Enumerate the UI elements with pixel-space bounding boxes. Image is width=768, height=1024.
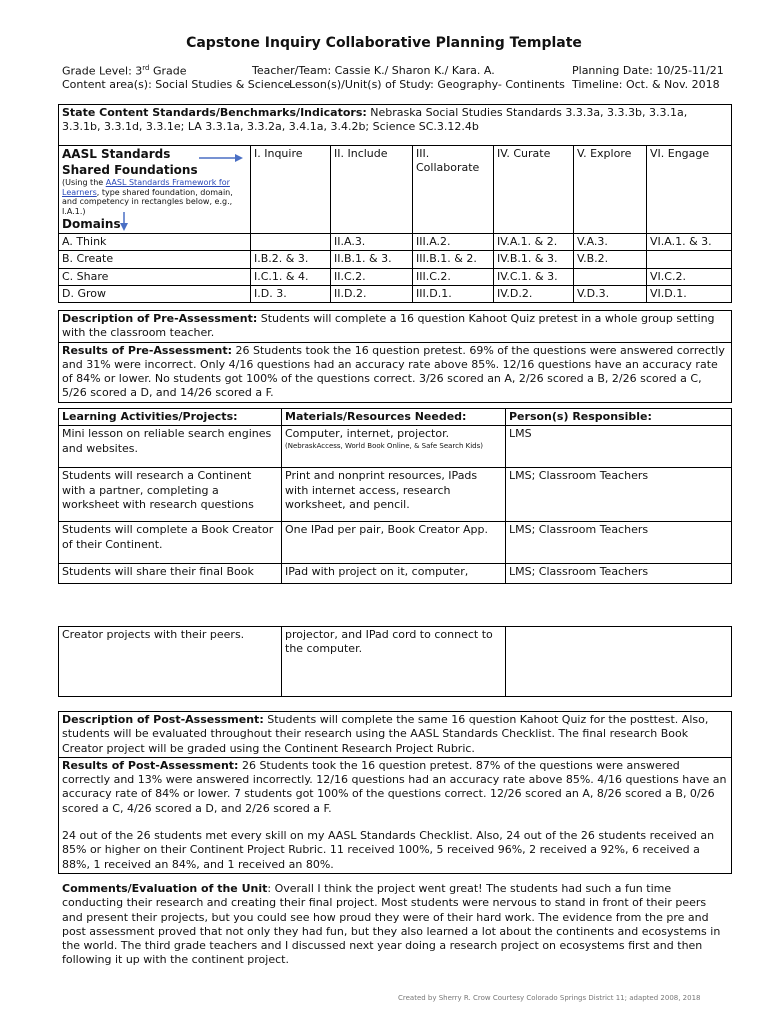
state-standards-cell: State Content Standards/Benchmarks/Indicators: Nebraska Social Studies Standards 3.3.3a, 3.3.3b, 3.3.1a, 3.3.1b, 3.3.1d, 3.3.1e; LA 3.3.1a, 3.3.2a, 3.4.1a, 3.4.2b; Science SC.3.12.4b xyxy=(59,105,732,146)
col-curate: IV. Curate xyxy=(494,146,574,234)
planning-date: Planning Date: 10/25-11/21 xyxy=(572,64,724,77)
table-cell: II.B.1. & 3. xyxy=(331,251,413,268)
footer-credit: Created by Sherry R. Crow Courtesy Colorado Springs District 11; adapted 2008, 2018 xyxy=(398,994,701,1002)
activities-continued-table xyxy=(58,626,732,697)
pre-assessment-description: Description of Pre-Assessment: Students will complete a 16 question Kahoot Quiz pretest in a whole group setting with the classroom teacher. xyxy=(59,311,732,343)
aasl-note: (Using the AASL Standards Framework for Learners, type shared foundation, domain, and competency in rectangles below, e.g., I.A.1.) xyxy=(62,178,233,216)
table-cell: V.A.3. xyxy=(574,234,647,251)
col-include: II. Include xyxy=(331,146,413,234)
materials-cell: Computer, internet, projector. (NebraskAccess, World Book Online, & Safe Search Kids) xyxy=(282,426,506,468)
arrow-down-icon xyxy=(119,212,129,232)
header-activities: Learning Activities/Projects: xyxy=(59,409,282,426)
col-explore: V. Explore xyxy=(574,146,647,234)
person-cell: LMS; Classroom Teachers xyxy=(506,522,732,564)
table-cell: III.B.1. & 2. xyxy=(413,251,494,268)
table-cell: I.C.1. & 4. xyxy=(251,268,331,285)
domain-share: C. Share xyxy=(59,268,251,285)
table-row xyxy=(59,268,732,285)
table-row xyxy=(59,234,732,251)
post-assessment-results: Results of Post-Assessment: 26 Students took the 16 question pretest. 87% of the questions were answered correctly and 13% were answered incorrectly. 12/16 questions had an accuracy rate above 85%. 4/16 questions have an accuracy rate of 84% or lower. 7 students got 100% of the questions correct. 12/26 scored an A, 8/26 scored a B, 0/26 scored a C, 4/26 scored a D, and 2/26 scored a F. 24 out of the 26 students met every skill on my AASL Standards Checklist. Also, 24 out of the 26 students received an 85% or higher on their Continent Project Rubric. 11 received 100%, 5 received 96%, 2 received a 92%, 6 received a 88%, 1 received an 84%, and 1 received an 80%. xyxy=(59,757,732,873)
table-cell: V.B.2. xyxy=(574,251,647,268)
col-collaborate: III. Collaborate xyxy=(413,146,494,234)
activity-cell: Students will share their final Book xyxy=(59,564,282,584)
activity-cell: Students will complete a Book Creator of their Continent. xyxy=(59,522,282,564)
grade-level: Grade Level: 3rd Grade xyxy=(62,64,187,78)
aasl-framework-link[interactable]: AASL Standards Framework for Learners xyxy=(62,178,230,197)
table-cell: III.A.2. xyxy=(413,234,494,251)
document-title: Capstone Inquiry Collaborative Planning Template xyxy=(186,35,582,51)
materials-cell: Print and nonprint resources, IPads with internet access, research worksheet, and pencil. xyxy=(282,468,506,522)
activities-table xyxy=(58,408,732,584)
table-cell: III.D.1. xyxy=(413,286,494,303)
arrow-right-icon xyxy=(199,152,244,164)
aasl-foundations-cell xyxy=(59,146,251,234)
col-engage: VI. Engage xyxy=(647,146,732,234)
pre-assessment-table xyxy=(58,310,732,403)
person-cell: LMS; Classroom Teachers xyxy=(506,564,732,584)
table-row xyxy=(59,286,732,303)
table-cell: IV.C.1. & 3. xyxy=(494,268,574,285)
activity-cell: Mini lesson on reliable search engines and websites. xyxy=(59,426,282,468)
teacher-team: Teacher/Team: Cassie K./ Sharon K./ Kara. A. xyxy=(252,64,495,77)
header-materials: Materials/Resources Needed: xyxy=(282,409,506,426)
table-cell: VI.A.1. & 3. xyxy=(647,234,732,251)
table-row xyxy=(59,468,732,522)
table-cell: II.D.2. xyxy=(331,286,413,303)
lessons-units: Lesson(s)/Unit(s) of Study: Geography- Continents xyxy=(289,78,565,91)
domains-label: Domains xyxy=(62,216,121,231)
content-areas: Content area(s): Social Studies & Science xyxy=(62,78,291,91)
comments-section: Comments/Evaluation of the Unit: Overall I think the project went great! The students had such a fun time conducting their research and creating their final project. Most students were nervous to stand in front of their peers and present their projects, but you could see how proud they were of their hard work. The evidence from the pre and post assessment proved that not only they had fun, but they also learned a lot about the continents and ecosystems in the world. The third grade teachers and I discussed next year doing a research project on ecosystems first and then following it up with the continent project. xyxy=(62,882,721,967)
timeline: Timeline: Oct. & Nov. 2018 xyxy=(572,78,720,91)
materials-cell: One IPad per pair, Book Creator App. xyxy=(282,522,506,564)
post-assessment-table xyxy=(58,711,732,874)
materials-cell: projector, and IPad cord to connect to the computer. xyxy=(282,627,506,697)
table-row xyxy=(59,426,732,468)
col-inquire: I. Inquire xyxy=(251,146,331,234)
table-cell: IV.A.1. & 2. xyxy=(494,234,574,251)
standards-table xyxy=(58,104,732,303)
table-cell: II.C.2. xyxy=(331,268,413,285)
table-row xyxy=(59,564,732,584)
table-row xyxy=(59,251,732,268)
table-cell xyxy=(574,268,647,285)
post-assessment-description: Description of Post-Assessment: Students will complete the same 16 question Kahoot Quiz for the posttest. Also, students will be evaluated throughout their research using the AASL Standards Checklist. The final research Book Creator project will be graded using the Continent Research Project Rubric. xyxy=(59,712,732,758)
table-cell: I.D. 3. xyxy=(251,286,331,303)
table-row xyxy=(59,522,732,564)
table-cell: IV.D.2. xyxy=(494,286,574,303)
domain-think: A. Think xyxy=(59,234,251,251)
activity-cell: Students will research a Continent with a partner, completing a worksheet with research questions xyxy=(59,468,282,522)
activity-cell: Creator projects with their peers. xyxy=(59,627,282,697)
table-cell xyxy=(647,251,732,268)
domain-create: B. Create xyxy=(59,251,251,268)
table-cell: VI.D.1. xyxy=(647,286,732,303)
person-cell: LMS xyxy=(506,426,732,468)
table-cell: I.B.2. & 3. xyxy=(251,251,331,268)
pre-assessment-results: Results of Pre-Assessment: 26 Students took the 16 question pretest. 69% of the questions were answered correctly and 31% were incorrect. Only 4/16 questions had an accuracy rate above 85%. 12/16 questions have an accuracy rate of 84% or lower. No students got 100% of the questions correct. 3/26 scored an A, 2/26 scored a B, 2/26 scored a C, 5/26 scored a D, and 14/26 scored a F. xyxy=(59,342,732,402)
header-persons: Person(s) Responsible: xyxy=(506,409,732,426)
table-cell: V.D.3. xyxy=(574,286,647,303)
domain-grow: D. Grow xyxy=(59,286,251,303)
table-cell: VI.C.2. xyxy=(647,268,732,285)
table-cell: III.C.2. xyxy=(413,268,494,285)
table-cell xyxy=(251,234,331,251)
table-cell: II.A.3. xyxy=(331,234,413,251)
person-cell xyxy=(506,627,732,697)
table-cell: IV.B.1. & 3. xyxy=(494,251,574,268)
table-row xyxy=(59,627,732,697)
materials-cell: IPad with project on it, computer, xyxy=(282,564,506,584)
person-cell: LMS; Classroom Teachers xyxy=(506,468,732,522)
aasl-title: AASL Standards Shared Foundations xyxy=(62,147,198,177)
